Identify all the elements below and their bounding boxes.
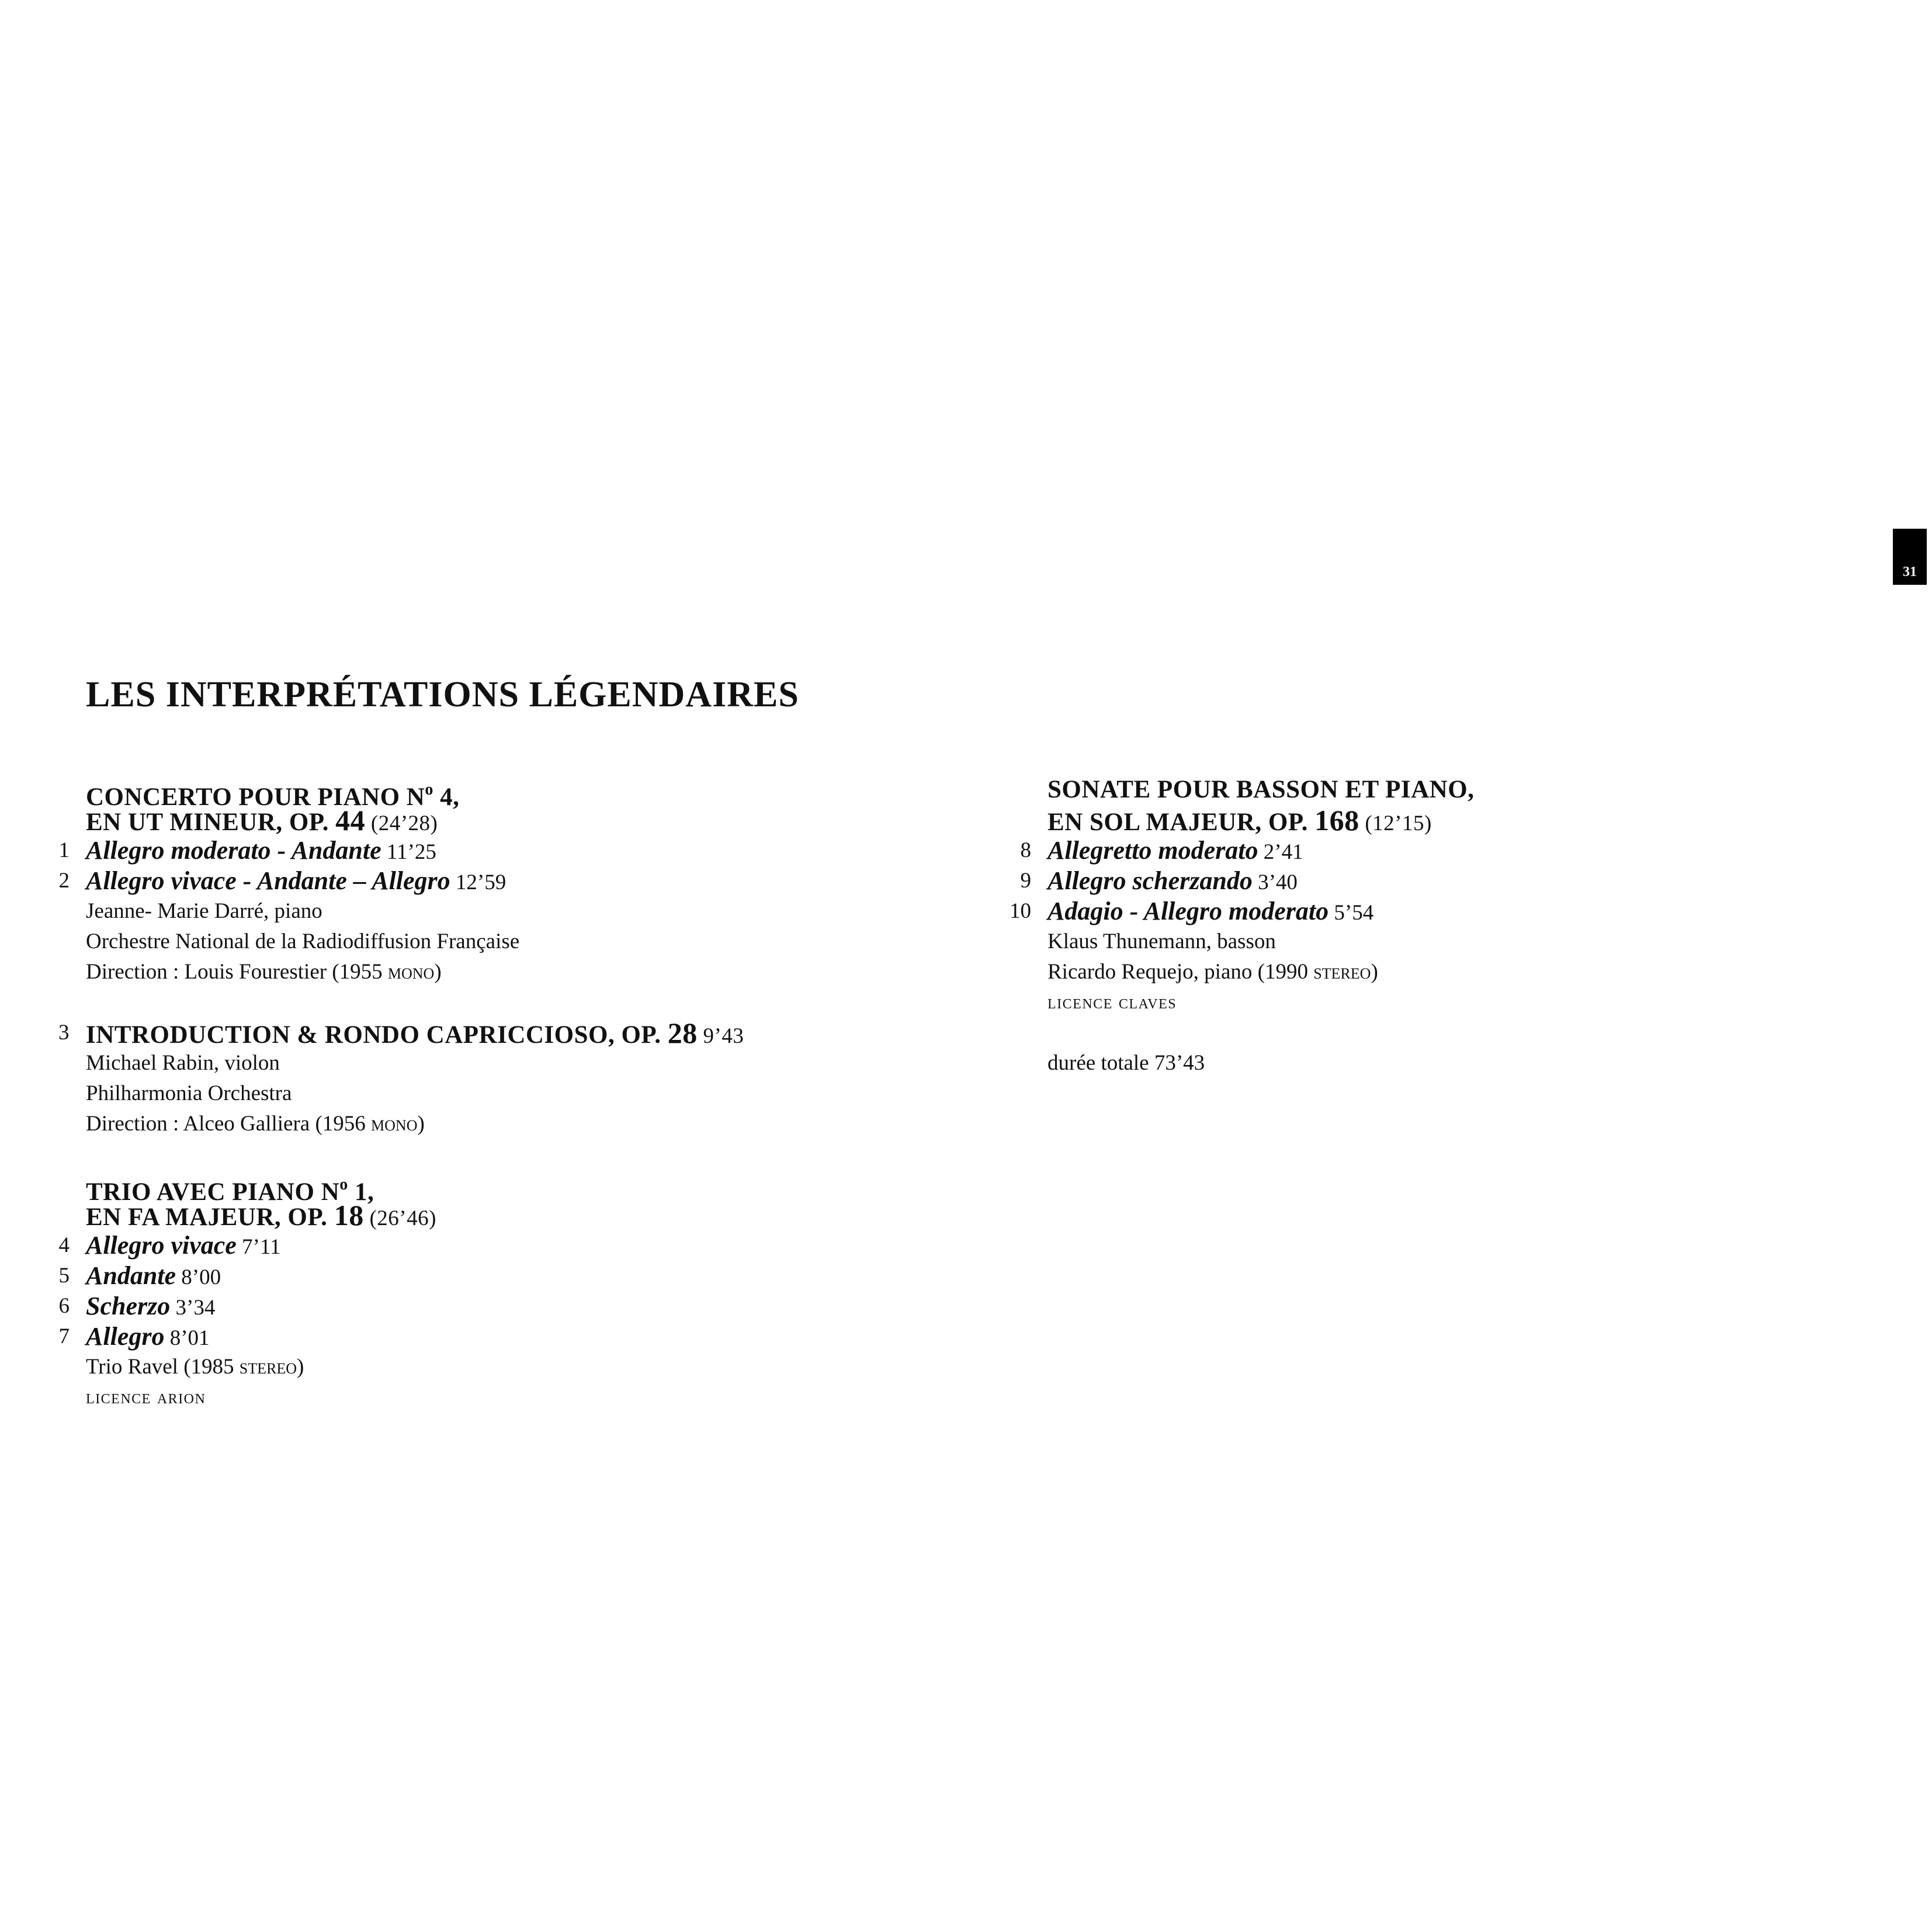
- track-duration: 5’54: [1329, 901, 1374, 925]
- total-duration: durée totale 73’43: [1047, 1051, 1205, 1075]
- superscript: o: [425, 781, 433, 799]
- credit-text: ): [297, 1355, 304, 1379]
- track-row: [58, 1321, 933, 1352]
- track-number: 9: [1020, 869, 1031, 893]
- track-duration: 8’00: [176, 1265, 221, 1289]
- opus-number: 44: [335, 804, 366, 837]
- track-row: [1010, 896, 1895, 927]
- track-number: 5: [58, 1264, 70, 1288]
- spacer: [86, 1139, 933, 1170]
- page-number: 31: [1903, 564, 1917, 580]
- superscript: o: [339, 1175, 348, 1194]
- page-number-tab: [1893, 529, 1927, 585]
- track-number: 8: [1020, 838, 1031, 862]
- work-key-text: EN UT MINEUR, OP.: [86, 809, 336, 836]
- track-number: 4: [58, 1233, 70, 1257]
- direction-text: Direction : Alceo Galliera (1956: [86, 1112, 372, 1136]
- licence-line: licence arion: [86, 1386, 206, 1408]
- opus-number: 168: [1314, 804, 1359, 837]
- track-duration: 8’01: [164, 1326, 210, 1350]
- credit-text: Trio Ravel (1985: [86, 1355, 240, 1379]
- spacer: [86, 987, 933, 1018]
- work-duration: (24’28): [365, 811, 438, 835]
- work-key-text: EN SOL MAJEUR, OP.: [1047, 809, 1315, 836]
- track-duration: 9’43: [697, 1024, 744, 1048]
- track-duration: 7’11: [236, 1235, 281, 1259]
- recording-mode: stereo: [1313, 960, 1371, 984]
- track-number: 2: [58, 869, 70, 893]
- track-number: 3: [58, 1021, 70, 1045]
- track-title: Andante: [86, 1261, 176, 1290]
- opus-number: 28: [667, 1017, 698, 1049]
- page-title: LES INTERPRÉTATIONS LÉGENDAIRES: [86, 675, 799, 714]
- track-duration: 11’25: [381, 840, 436, 864]
- track-title: Allegretto moderato: [1047, 836, 1258, 865]
- track-row: [58, 835, 933, 866]
- direction-line: [86, 957, 933, 987]
- track-title: Allegro scherzando: [1047, 866, 1253, 895]
- spacer: [1047, 1018, 1895, 1048]
- credit-line: Michael Rabin, violon: [86, 1051, 280, 1075]
- work-title-line: SONATE POUR BASSON ET PIANO,: [1047, 776, 1475, 803]
- track-row: [1020, 866, 1895, 896]
- work-key-line: [86, 805, 933, 835]
- credit-text: ): [1371, 960, 1378, 984]
- track-title: Adagio - Allegro moderato: [1047, 897, 1329, 925]
- work-title-text: 4,: [433, 783, 460, 811]
- track-title: Allegro: [86, 1322, 165, 1351]
- direction-text: ): [434, 960, 442, 984]
- track-row: [58, 1230, 933, 1261]
- direction-text: ): [417, 1112, 425, 1136]
- direction-text: Direction : Louis Fourestier (1955: [86, 960, 388, 984]
- work-title-line: [86, 1170, 933, 1206]
- work-duration: (26’46): [363, 1206, 436, 1230]
- track-row: [58, 1291, 933, 1321]
- opus-number: 18: [334, 1199, 364, 1232]
- work-title-text: CONCERTO POUR PIANO N: [86, 783, 425, 811]
- work-key-text: EN FA MAJEUR, OP.: [86, 1203, 334, 1231]
- work-key-line: [1047, 805, 1895, 835]
- track-number: 10: [1010, 899, 1031, 923]
- track-row: [1020, 835, 1895, 866]
- track-row: [58, 1261, 933, 1291]
- track-number: 7: [58, 1324, 70, 1348]
- credit-line: Philharmonia Orchestra: [86, 1081, 292, 1105]
- credit-line: Orchestre National de la Radiodiffusion Française: [86, 929, 520, 953]
- track-duration: 2’41: [1258, 840, 1303, 864]
- credit-line: [86, 1352, 933, 1382]
- track-number: 1: [58, 838, 70, 862]
- track-title: Scherzo: [86, 1292, 171, 1320]
- track-duration: 3’34: [170, 1296, 216, 1320]
- credit-line: [1047, 957, 1895, 987]
- work-title-line: [86, 775, 933, 811]
- recording-mode: stereo: [239, 1355, 297, 1379]
- work-title-text: INTRODUCTION & RONDO CAPRICCIOSO, OP.: [86, 1021, 668, 1049]
- credit-text: Ricardo Requejo, piano (1990: [1047, 960, 1314, 984]
- track-title: Allegro vivace - Andante – Allegro: [86, 866, 450, 895]
- recording-mode: mono: [387, 960, 435, 984]
- credit-line: Jeanne- Marie Darré, piano: [86, 899, 322, 923]
- work-title-text: TRIO AVEC PIANO N: [86, 1178, 340, 1206]
- credit-line: Klaus Thunemann, basson: [1047, 929, 1276, 953]
- recording-mode: mono: [371, 1112, 418, 1136]
- right-column: [1010, 775, 1895, 1078]
- track-title: Allegro moderato - Andante: [86, 836, 381, 865]
- track-row: [58, 866, 933, 896]
- work-duration: (12’15): [1359, 811, 1432, 835]
- track-number: 6: [58, 1294, 70, 1318]
- track-title: Allegro vivace: [86, 1231, 237, 1260]
- licence-line: licence claves: [1047, 991, 1177, 1013]
- work-title-text: 1,: [348, 1178, 374, 1206]
- work-key-line: [86, 1200, 933, 1230]
- track-duration: 3’40: [1252, 870, 1298, 894]
- work-title-line: [58, 1017, 933, 1049]
- left-column: [58, 775, 933, 1413]
- direction-line: [86, 1109, 933, 1139]
- track-duration: 12’59: [450, 870, 507, 894]
